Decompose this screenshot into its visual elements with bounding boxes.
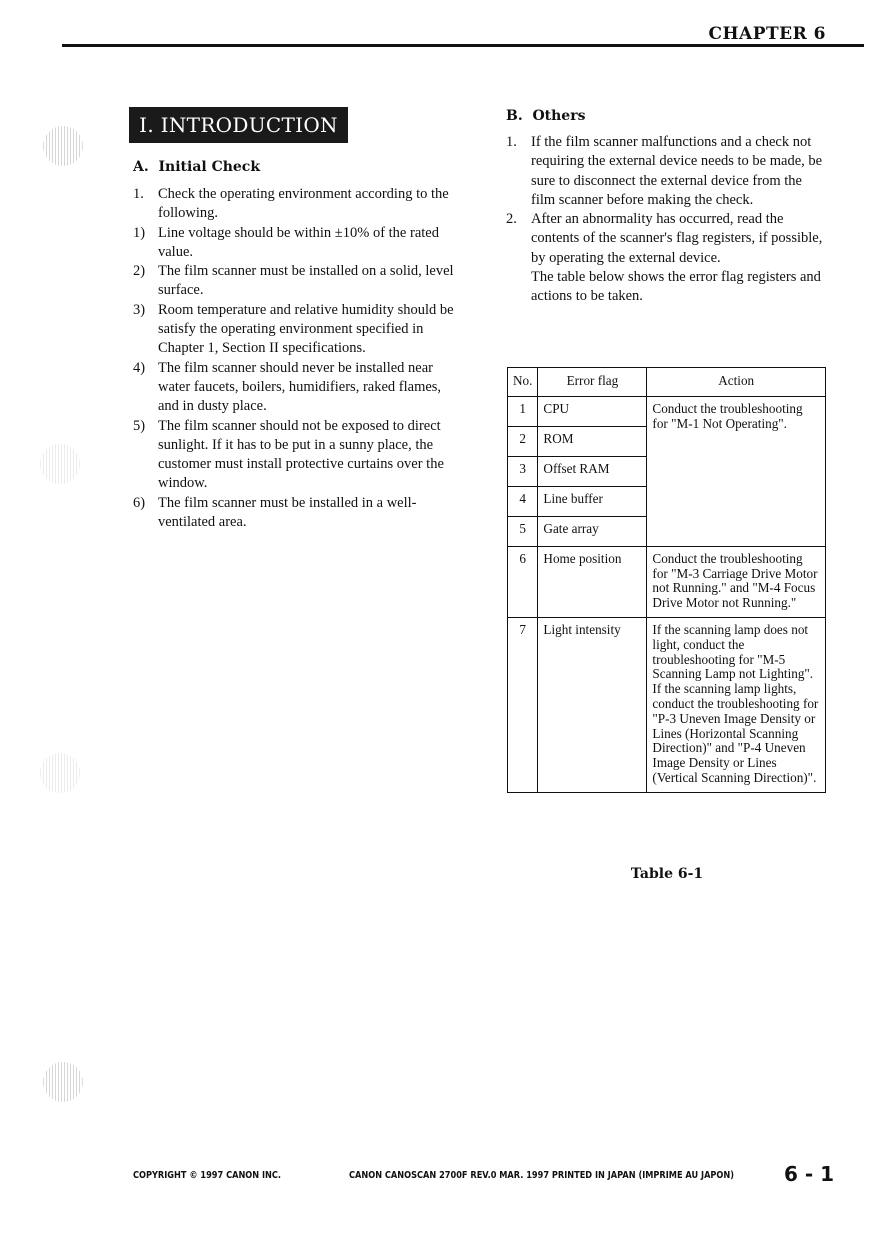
item-number: 3) [133, 301, 146, 318]
item-number: 6) [133, 494, 146, 511]
list-item [133, 494, 463, 533]
table-header-row [508, 368, 826, 397]
list-item [133, 262, 463, 301]
item-text: The film scanner must be installed on a solid, level surface. [158, 263, 454, 299]
table-row [508, 396, 826, 426]
row-number: 3 [508, 456, 538, 486]
punch-hole-lower [40, 753, 80, 793]
row-error-flag: Gate array [538, 516, 647, 546]
footer-document-info: CANON CANOSCAN 2700F REV.0 MAR. 1997 PRINTED IN JAPAN (IMPRIME AU JAPON) [349, 1170, 735, 1181]
item-number: 4) [133, 359, 146, 376]
item-text: The film scanner should never be installed near water faucets, boilers, humidifiers, raked flames, and in dusty place. [158, 359, 442, 415]
punch-hole-bottom [43, 1062, 83, 1102]
item-number: 5) [133, 417, 146, 434]
header-rule [62, 44, 864, 47]
table-row [508, 617, 826, 792]
column-header-error-flag: Error flag [538, 368, 647, 397]
list-item [133, 359, 463, 417]
list-item [506, 210, 828, 268]
row-number: 7 [508, 617, 538, 792]
table-intro-note: The table below shows the error flag registers and actions to be taken. [531, 269, 821, 305]
row-error-flag: CPU [538, 396, 647, 426]
section-title: I. INTRODUCTION [129, 107, 348, 143]
list-item [133, 301, 463, 359]
row-number: 4 [508, 486, 538, 516]
item-text: Check the operating environment according to the following. [158, 186, 449, 222]
row-action: Conduct the troubleshooting for "M-3 Carriage Drive Motor not Running." and "M-4 Focus Drive Motor not Running." [647, 546, 826, 617]
error-flag-table [507, 367, 826, 793]
table-row [508, 546, 826, 617]
chapter-header: CHAPTER 6 [708, 24, 826, 44]
list-item [133, 417, 463, 494]
punch-hole-mid [40, 444, 80, 484]
item-number: 1. [506, 134, 517, 150]
footer-copyright: COPYRIGHT © 1997 CANON INC. [133, 1170, 282, 1181]
item-number: 2. [506, 211, 517, 228]
item-text: Room temperature and relative humidity should be satisfy the operating environment specified in Chapter 1, Section II specifications. [158, 301, 454, 357]
item-number: 2) [133, 263, 146, 280]
item-text: The film scanner should not be exposed to direct sunlight. If it has to be put in a sunny place, the customer must install protective curtains over the window. [158, 417, 444, 492]
others-list [506, 133, 828, 307]
item-text: After an abnormality has occurred, read the contents of the scanner's flag registers, if possible, by operating the external device. [531, 211, 823, 266]
table-caption: Table 6-1 [630, 866, 704, 882]
item-text: The film scanner must be installed in a well-ventilated area. [158, 494, 417, 531]
item-number: 1. [133, 186, 144, 202]
row-action: If the scanning lamp does not light, conduct the troubleshooting for "M-5 Scanning Lamp not Lighting". If the scanning lamp lights, conduct the troubleshooting for "P-3 Uneven Image Density or Lines (Horizontal Scanning Direction)" and "P-4 Uneven Image Density or Lines (Vertical Scanning Direction)". [647, 617, 826, 792]
initial-check-heading: A. Initial Check [133, 159, 261, 175]
others-heading: B. Others [506, 108, 586, 124]
row-number: 6 [508, 546, 538, 617]
column-header-action: Action [647, 368, 826, 397]
item-number: 1) [133, 224, 146, 241]
row-error-flag: ROM [538, 426, 647, 456]
list-item [133, 185, 463, 224]
row-error-flag: Line buffer [538, 486, 647, 516]
page-number: 6 - 1 [784, 1162, 835, 1186]
row-number: 2 [508, 426, 538, 456]
item-text: Line voltage should be within ±10% of the rated value. [158, 224, 439, 260]
row-error-flag: Offset RAM [538, 456, 647, 486]
list-item [133, 224, 463, 263]
row-error-flag: Light intensity [538, 617, 647, 792]
item-text: If the film scanner malfunctions and a check not requiring the external device needs to be made, be sure to disconnect the external device from the film scanner before making the check. [531, 134, 823, 208]
row-number: 1 [508, 396, 538, 426]
row-number: 5 [508, 516, 538, 546]
list-item [506, 133, 828, 210]
initial-check-list [133, 185, 463, 532]
column-header-no: No. [508, 368, 538, 397]
row-action: Conduct the troubleshooting for "M-1 Not Operating". [647, 396, 826, 546]
row-error-flag: Home position [538, 546, 647, 617]
punch-hole-top [43, 126, 83, 166]
